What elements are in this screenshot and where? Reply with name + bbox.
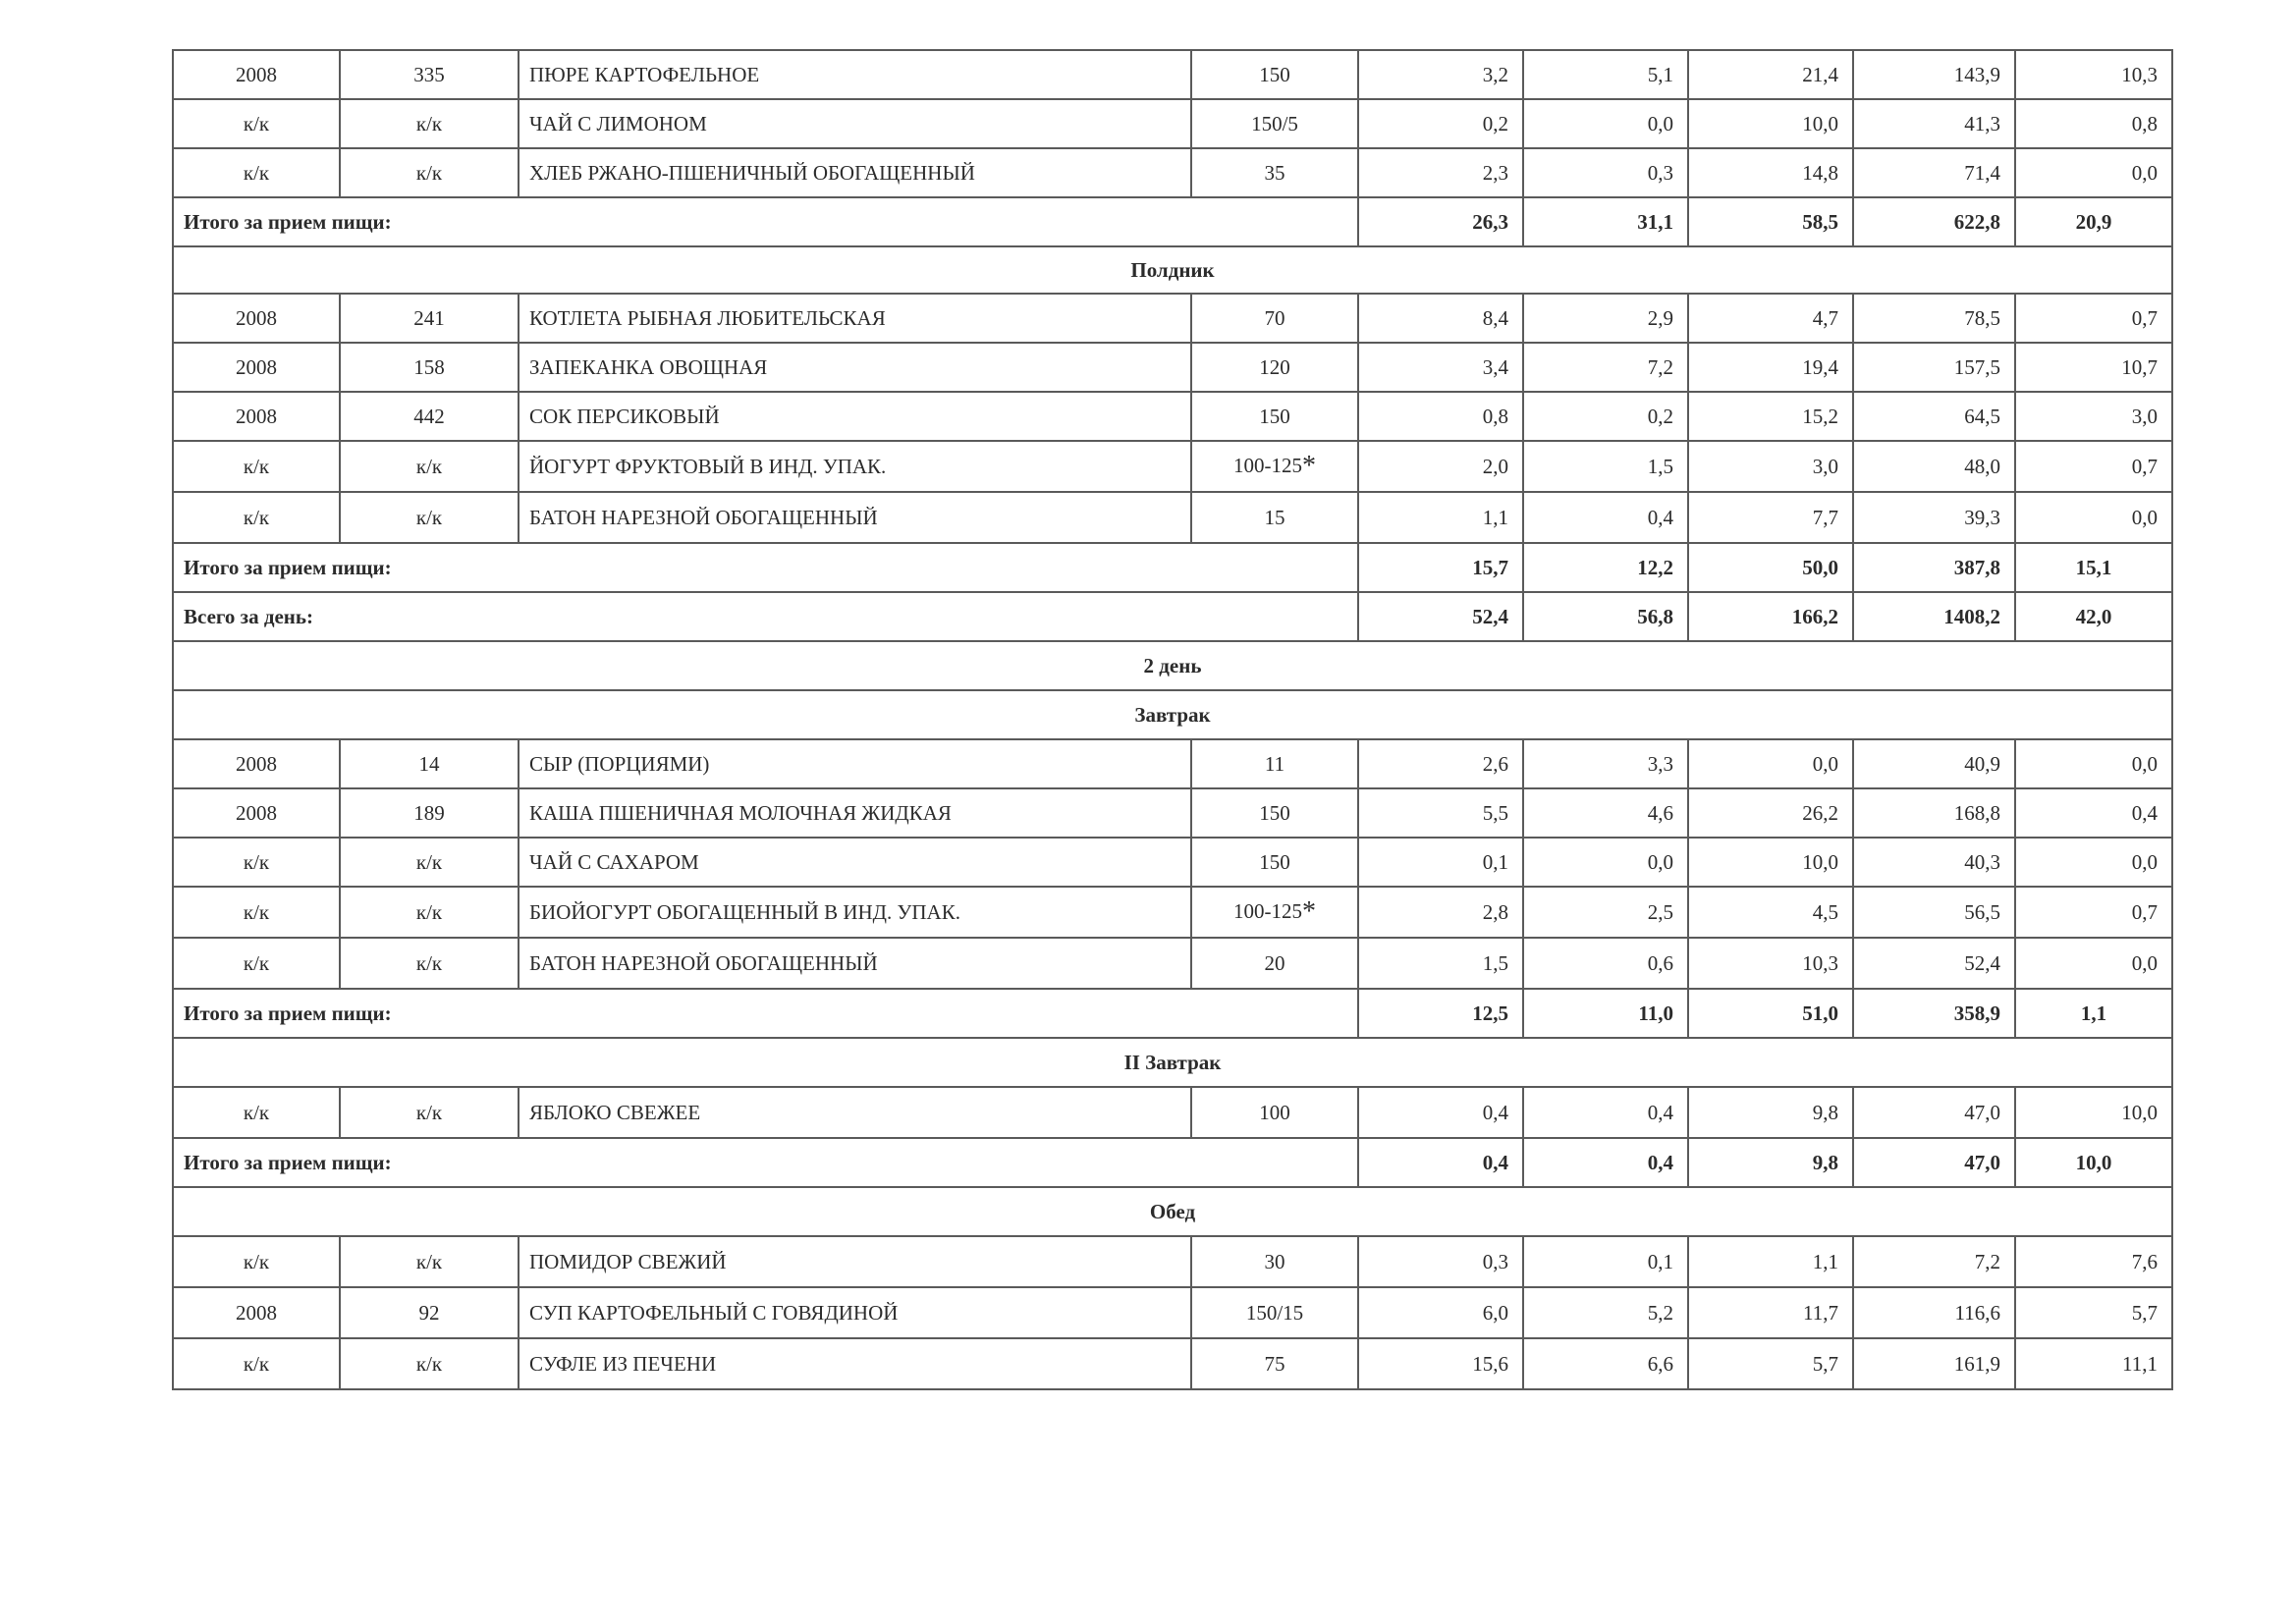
value-cell-2: 0,6 [1523, 938, 1688, 989]
value-cell-3: 10,3 [1688, 938, 1853, 989]
total-value-2: 12,2 [1523, 543, 1688, 592]
portion-value: 100 [1259, 1100, 1290, 1124]
section-header: Полдник [173, 246, 2172, 294]
year-cell: 2008 [173, 343, 340, 392]
year-cell: 2008 [173, 739, 340, 788]
portion-cell [1191, 50, 1358, 99]
total-row [173, 989, 2172, 1038]
portion-value: 150 [1259, 800, 1290, 825]
value-cell-2: 2,9 [1523, 294, 1688, 343]
menu-item-row [173, 838, 2172, 887]
portion-cell [1191, 492, 1358, 543]
menu-item-row [173, 788, 2172, 838]
value-cell-4: 157,5 [1853, 343, 2015, 392]
total-value-1: 26,3 [1358, 197, 1523, 246]
value-cell-5: 0,7 [2015, 441, 2172, 492]
portion-value: 150 [1259, 849, 1290, 874]
total-value-5: 42,0 [2015, 592, 2172, 641]
value-cell-5: 0,4 [2015, 788, 2172, 838]
total-row [173, 197, 2172, 246]
value-cell-2: 0,4 [1523, 492, 1688, 543]
total-row [173, 592, 2172, 641]
portion-value: 11 [1264, 751, 1285, 776]
value-cell-5: 10,3 [2015, 50, 2172, 99]
portion-cell [1191, 343, 1358, 392]
portion-value: 15 [1264, 505, 1285, 529]
portion-cell [1191, 739, 1358, 788]
portion-value: 35 [1264, 160, 1285, 185]
menu-item-row [173, 887, 2172, 938]
year-cell: к/к [173, 441, 340, 492]
value-cell-2: 0,2 [1523, 392, 1688, 441]
dish-name-cell: СОК ПЕРСИКОВЫЙ [519, 392, 1191, 441]
value-cell-3: 15,2 [1688, 392, 1853, 441]
value-cell-1: 0,4 [1358, 1087, 1523, 1138]
year-cell: к/к [173, 838, 340, 887]
value-cell-4: 41,3 [1853, 99, 2015, 148]
value-cell-3: 0,0 [1688, 739, 1853, 788]
section-header: Завтрак [173, 690, 2172, 739]
total-value-1: 12,5 [1358, 989, 1523, 1038]
asterisk-mark: * [1302, 451, 1316, 481]
recipe-number-cell: к/к [340, 938, 519, 989]
value-cell-2: 0,0 [1523, 838, 1688, 887]
value-cell-1: 0,2 [1358, 99, 1523, 148]
value-cell-1: 1,5 [1358, 938, 1523, 989]
value-cell-5: 10,7 [2015, 343, 2172, 392]
portion-cell [1191, 788, 1358, 838]
portion-cell [1191, 148, 1358, 197]
menu-item-row [173, 739, 2172, 788]
value-cell-2: 0,4 [1523, 1087, 1688, 1138]
menu-item-row [173, 938, 2172, 989]
portion-value: 100-125 [1233, 454, 1302, 477]
value-cell-2: 6,6 [1523, 1338, 1688, 1389]
section-header-row [173, 1187, 2172, 1236]
total-value-5: 15,1 [2015, 543, 2172, 592]
value-cell-3: 1,1 [1688, 1236, 1853, 1287]
dish-name-cell: ПОМИДОР СВЕЖИЙ [519, 1236, 1191, 1287]
portion-cell [1191, 99, 1358, 148]
total-value-3: 58,5 [1688, 197, 1853, 246]
value-cell-5: 0,7 [2015, 294, 2172, 343]
value-cell-1: 6,0 [1358, 1287, 1523, 1338]
value-cell-4: 71,4 [1853, 148, 2015, 197]
menu-item-row [173, 99, 2172, 148]
asterisk-mark: * [1302, 896, 1316, 927]
value-cell-1: 2,6 [1358, 739, 1523, 788]
portion-cell [1191, 938, 1358, 989]
value-cell-5: 11,1 [2015, 1338, 2172, 1389]
value-cell-3: 4,5 [1688, 887, 1853, 938]
value-cell-3: 9,8 [1688, 1087, 1853, 1138]
value-cell-5: 0,0 [2015, 492, 2172, 543]
menu-item-row [173, 148, 2172, 197]
value-cell-1: 2,3 [1358, 148, 1523, 197]
dish-name-cell: БАТОН НАРЕЗНОЙ ОБОГАЩЕННЫЙ [519, 938, 1191, 989]
dish-name-cell: ЧАЙ С ЛИМОНОМ [519, 99, 1191, 148]
value-cell-2: 0,1 [1523, 1236, 1688, 1287]
total-value-1: 15,7 [1358, 543, 1523, 592]
dish-name-cell: КАША ПШЕНИЧНАЯ МОЛОЧНАЯ ЖИДКАЯ [519, 788, 1191, 838]
total-value-5: 1,1 [2015, 989, 2172, 1038]
recipe-number-cell: к/к [340, 838, 519, 887]
portion-cell [1191, 1236, 1358, 1287]
section-header-row [173, 246, 2172, 294]
value-cell-3: 10,0 [1688, 99, 1853, 148]
portion-cell [1191, 294, 1358, 343]
value-cell-3: 26,2 [1688, 788, 1853, 838]
year-cell: 2008 [173, 1287, 340, 1338]
dish-name-cell: БИОЙОГУРТ ОБОГАЩЕННЫЙ В ИНД. УПАК. [519, 887, 1191, 938]
section-header-row [173, 690, 2172, 739]
total-value-3: 51,0 [1688, 989, 1853, 1038]
portion-value: 150 [1259, 62, 1290, 86]
dish-name-cell: БАТОН НАРЕЗНОЙ ОБОГАЩЕННЫЙ [519, 492, 1191, 543]
value-cell-2: 3,3 [1523, 739, 1688, 788]
total-value-3: 50,0 [1688, 543, 1853, 592]
value-cell-3: 14,8 [1688, 148, 1853, 197]
value-cell-3: 11,7 [1688, 1287, 1853, 1338]
year-cell: к/к [173, 938, 340, 989]
dish-name-cell: ЗАПЕКАНКА ОВОЩНАЯ [519, 343, 1191, 392]
dish-name-cell: ХЛЕБ РЖАНО-ПШЕНИЧНЫЙ ОБОГАЩЕННЫЙ [519, 148, 1191, 197]
recipe-number-cell: 14 [340, 739, 519, 788]
section-header-row [173, 1038, 2172, 1087]
menu-item-row [173, 1338, 2172, 1389]
total-row [173, 543, 2172, 592]
value-cell-4: 56,5 [1853, 887, 2015, 938]
value-cell-4: 116,6 [1853, 1287, 2015, 1338]
value-cell-4: 40,9 [1853, 739, 2015, 788]
value-cell-4: 48,0 [1853, 441, 2015, 492]
recipe-number-cell: к/к [340, 1338, 519, 1389]
value-cell-3: 3,0 [1688, 441, 1853, 492]
portion-cell [1191, 1287, 1358, 1338]
value-cell-1: 5,5 [1358, 788, 1523, 838]
menu-table [172, 49, 2173, 1390]
portion-value: 75 [1264, 1351, 1285, 1376]
portion-cell [1191, 441, 1358, 492]
menu-item-row [173, 50, 2172, 99]
year-cell: к/к [173, 148, 340, 197]
value-cell-2: 4,6 [1523, 788, 1688, 838]
portion-value: 70 [1264, 305, 1285, 330]
recipe-number-cell: 442 [340, 392, 519, 441]
dish-name-cell: ЧАЙ С САХАРОМ [519, 838, 1191, 887]
recipe-number-cell: 158 [340, 343, 519, 392]
dish-name-cell: ЯБЛОКО СВЕЖЕЕ [519, 1087, 1191, 1138]
total-value-5: 20,9 [2015, 197, 2172, 246]
value-cell-5: 0,7 [2015, 887, 2172, 938]
total-value-4: 358,9 [1853, 989, 2015, 1038]
value-cell-1: 0,1 [1358, 838, 1523, 887]
total-value-4: 622,8 [1853, 197, 2015, 246]
value-cell-2: 2,5 [1523, 887, 1688, 938]
total-value-2: 56,8 [1523, 592, 1688, 641]
value-cell-1: 8,4 [1358, 294, 1523, 343]
value-cell-3: 10,0 [1688, 838, 1853, 887]
total-value-3: 166,2 [1688, 592, 1853, 641]
menu-item-row [173, 1087, 2172, 1138]
value-cell-2: 5,2 [1523, 1287, 1688, 1338]
total-value-2: 31,1 [1523, 197, 1688, 246]
value-cell-2: 0,3 [1523, 148, 1688, 197]
year-cell: к/к [173, 99, 340, 148]
recipe-number-cell: 189 [340, 788, 519, 838]
total-row [173, 1138, 2172, 1187]
recipe-number-cell: к/к [340, 148, 519, 197]
portion-value: 150/15 [1245, 1300, 1304, 1325]
value-cell-5: 7,6 [2015, 1236, 2172, 1287]
year-cell: 2008 [173, 392, 340, 441]
dish-name-cell: ПЮРЕ КАРТОФЕЛЬНОЕ [519, 50, 1191, 99]
section-header: Обед [173, 1187, 2172, 1236]
year-cell: к/к [173, 1087, 340, 1138]
total-label: Итого за прием пищи: [173, 543, 1358, 592]
total-label: Итого за прием пищи: [173, 197, 1358, 246]
portion-value: 20 [1264, 950, 1285, 975]
portion-value: 100-125 [1233, 899, 1302, 923]
value-cell-4: 78,5 [1853, 294, 2015, 343]
value-cell-5: 0,0 [2015, 838, 2172, 887]
value-cell-1: 2,0 [1358, 441, 1523, 492]
value-cell-4: 143,9 [1853, 50, 2015, 99]
section-header-row [173, 641, 2172, 690]
recipe-number-cell: 241 [340, 294, 519, 343]
recipe-number-cell: 335 [340, 50, 519, 99]
value-cell-2: 1,5 [1523, 441, 1688, 492]
recipe-number-cell: к/к [340, 887, 519, 938]
section-header: 2 день [173, 641, 2172, 690]
value-cell-4: 161,9 [1853, 1338, 2015, 1389]
menu-table-body [173, 50, 2172, 1389]
value-cell-2: 5,1 [1523, 50, 1688, 99]
total-label: Итого за прием пищи: [173, 989, 1358, 1038]
total-value-2: 11,0 [1523, 989, 1688, 1038]
menu-item-row [173, 1287, 2172, 1338]
total-value-1: 52,4 [1358, 592, 1523, 641]
portion-cell [1191, 838, 1358, 887]
year-cell: 2008 [173, 294, 340, 343]
dish-name-cell: ЙОГУРТ ФРУКТОВЫЙ В ИНД. УПАК. [519, 441, 1191, 492]
portion-cell [1191, 1338, 1358, 1389]
total-value-3: 9,8 [1688, 1138, 1853, 1187]
value-cell-1: 2,8 [1358, 887, 1523, 938]
total-label: Всего за день: [173, 592, 1358, 641]
value-cell-1: 3,2 [1358, 50, 1523, 99]
recipe-number-cell: к/к [340, 99, 519, 148]
dish-name-cell: КОТЛЕТА РЫБНАЯ ЛЮБИТЕЛЬСКАЯ [519, 294, 1191, 343]
value-cell-3: 5,7 [1688, 1338, 1853, 1389]
value-cell-1: 15,6 [1358, 1338, 1523, 1389]
year-cell: к/к [173, 1236, 340, 1287]
total-value-4: 47,0 [1853, 1138, 2015, 1187]
value-cell-4: 7,2 [1853, 1236, 2015, 1287]
section-header: II Завтрак [173, 1038, 2172, 1087]
menu-item-row [173, 492, 2172, 543]
portion-value: 150/5 [1251, 111, 1298, 135]
portion-value: 120 [1259, 354, 1290, 379]
value-cell-1: 3,4 [1358, 343, 1523, 392]
year-cell: 2008 [173, 50, 340, 99]
value-cell-5: 0,0 [2015, 739, 2172, 788]
portion-cell [1191, 1087, 1358, 1138]
menu-item-row [173, 294, 2172, 343]
value-cell-4: 52,4 [1853, 938, 2015, 989]
recipe-number-cell: к/к [340, 492, 519, 543]
total-value-4: 387,8 [1853, 543, 2015, 592]
recipe-number-cell: 92 [340, 1287, 519, 1338]
value-cell-3: 4,7 [1688, 294, 1853, 343]
portion-value: 30 [1264, 1249, 1285, 1273]
value-cell-5: 0,0 [2015, 938, 2172, 989]
portion-cell [1191, 887, 1358, 938]
menu-item-row [173, 1236, 2172, 1287]
value-cell-4: 168,8 [1853, 788, 2015, 838]
year-cell: 2008 [173, 788, 340, 838]
menu-item-row [173, 441, 2172, 492]
total-value-4: 1408,2 [1853, 592, 2015, 641]
recipe-number-cell: к/к [340, 1236, 519, 1287]
menu-item-row [173, 343, 2172, 392]
total-value-1: 0,4 [1358, 1138, 1523, 1187]
dish-name-cell: СУФЛЕ ИЗ ПЕЧЕНИ [519, 1338, 1191, 1389]
value-cell-5: 0,0 [2015, 148, 2172, 197]
value-cell-1: 1,1 [1358, 492, 1523, 543]
value-cell-4: 39,3 [1853, 492, 2015, 543]
recipe-number-cell: к/к [340, 1087, 519, 1138]
total-value-2: 0,4 [1523, 1138, 1688, 1187]
value-cell-3: 7,7 [1688, 492, 1853, 543]
dish-name-cell: СУП КАРТОФЕЛЬНЫЙ С ГОВЯДИНОЙ [519, 1287, 1191, 1338]
value-cell-3: 21,4 [1688, 50, 1853, 99]
menu-item-row [173, 392, 2172, 441]
value-cell-5: 0,8 [2015, 99, 2172, 148]
value-cell-1: 0,3 [1358, 1236, 1523, 1287]
year-cell: к/к [173, 492, 340, 543]
value-cell-5: 3,0 [2015, 392, 2172, 441]
portion-cell [1191, 392, 1358, 441]
total-label: Итого за прием пищи: [173, 1138, 1358, 1187]
recipe-number-cell: к/к [340, 441, 519, 492]
year-cell: к/к [173, 1338, 340, 1389]
value-cell-2: 7,2 [1523, 343, 1688, 392]
value-cell-2: 0,0 [1523, 99, 1688, 148]
value-cell-1: 0,8 [1358, 392, 1523, 441]
year-cell: к/к [173, 887, 340, 938]
value-cell-5: 10,0 [2015, 1087, 2172, 1138]
portion-value: 150 [1259, 404, 1290, 428]
total-value-5: 10,0 [2015, 1138, 2172, 1187]
value-cell-5: 5,7 [2015, 1287, 2172, 1338]
value-cell-4: 64,5 [1853, 392, 2015, 441]
value-cell-4: 40,3 [1853, 838, 2015, 887]
value-cell-4: 47,0 [1853, 1087, 2015, 1138]
value-cell-3: 19,4 [1688, 343, 1853, 392]
dish-name-cell: СЫР (ПОРЦИЯМИ) [519, 739, 1191, 788]
